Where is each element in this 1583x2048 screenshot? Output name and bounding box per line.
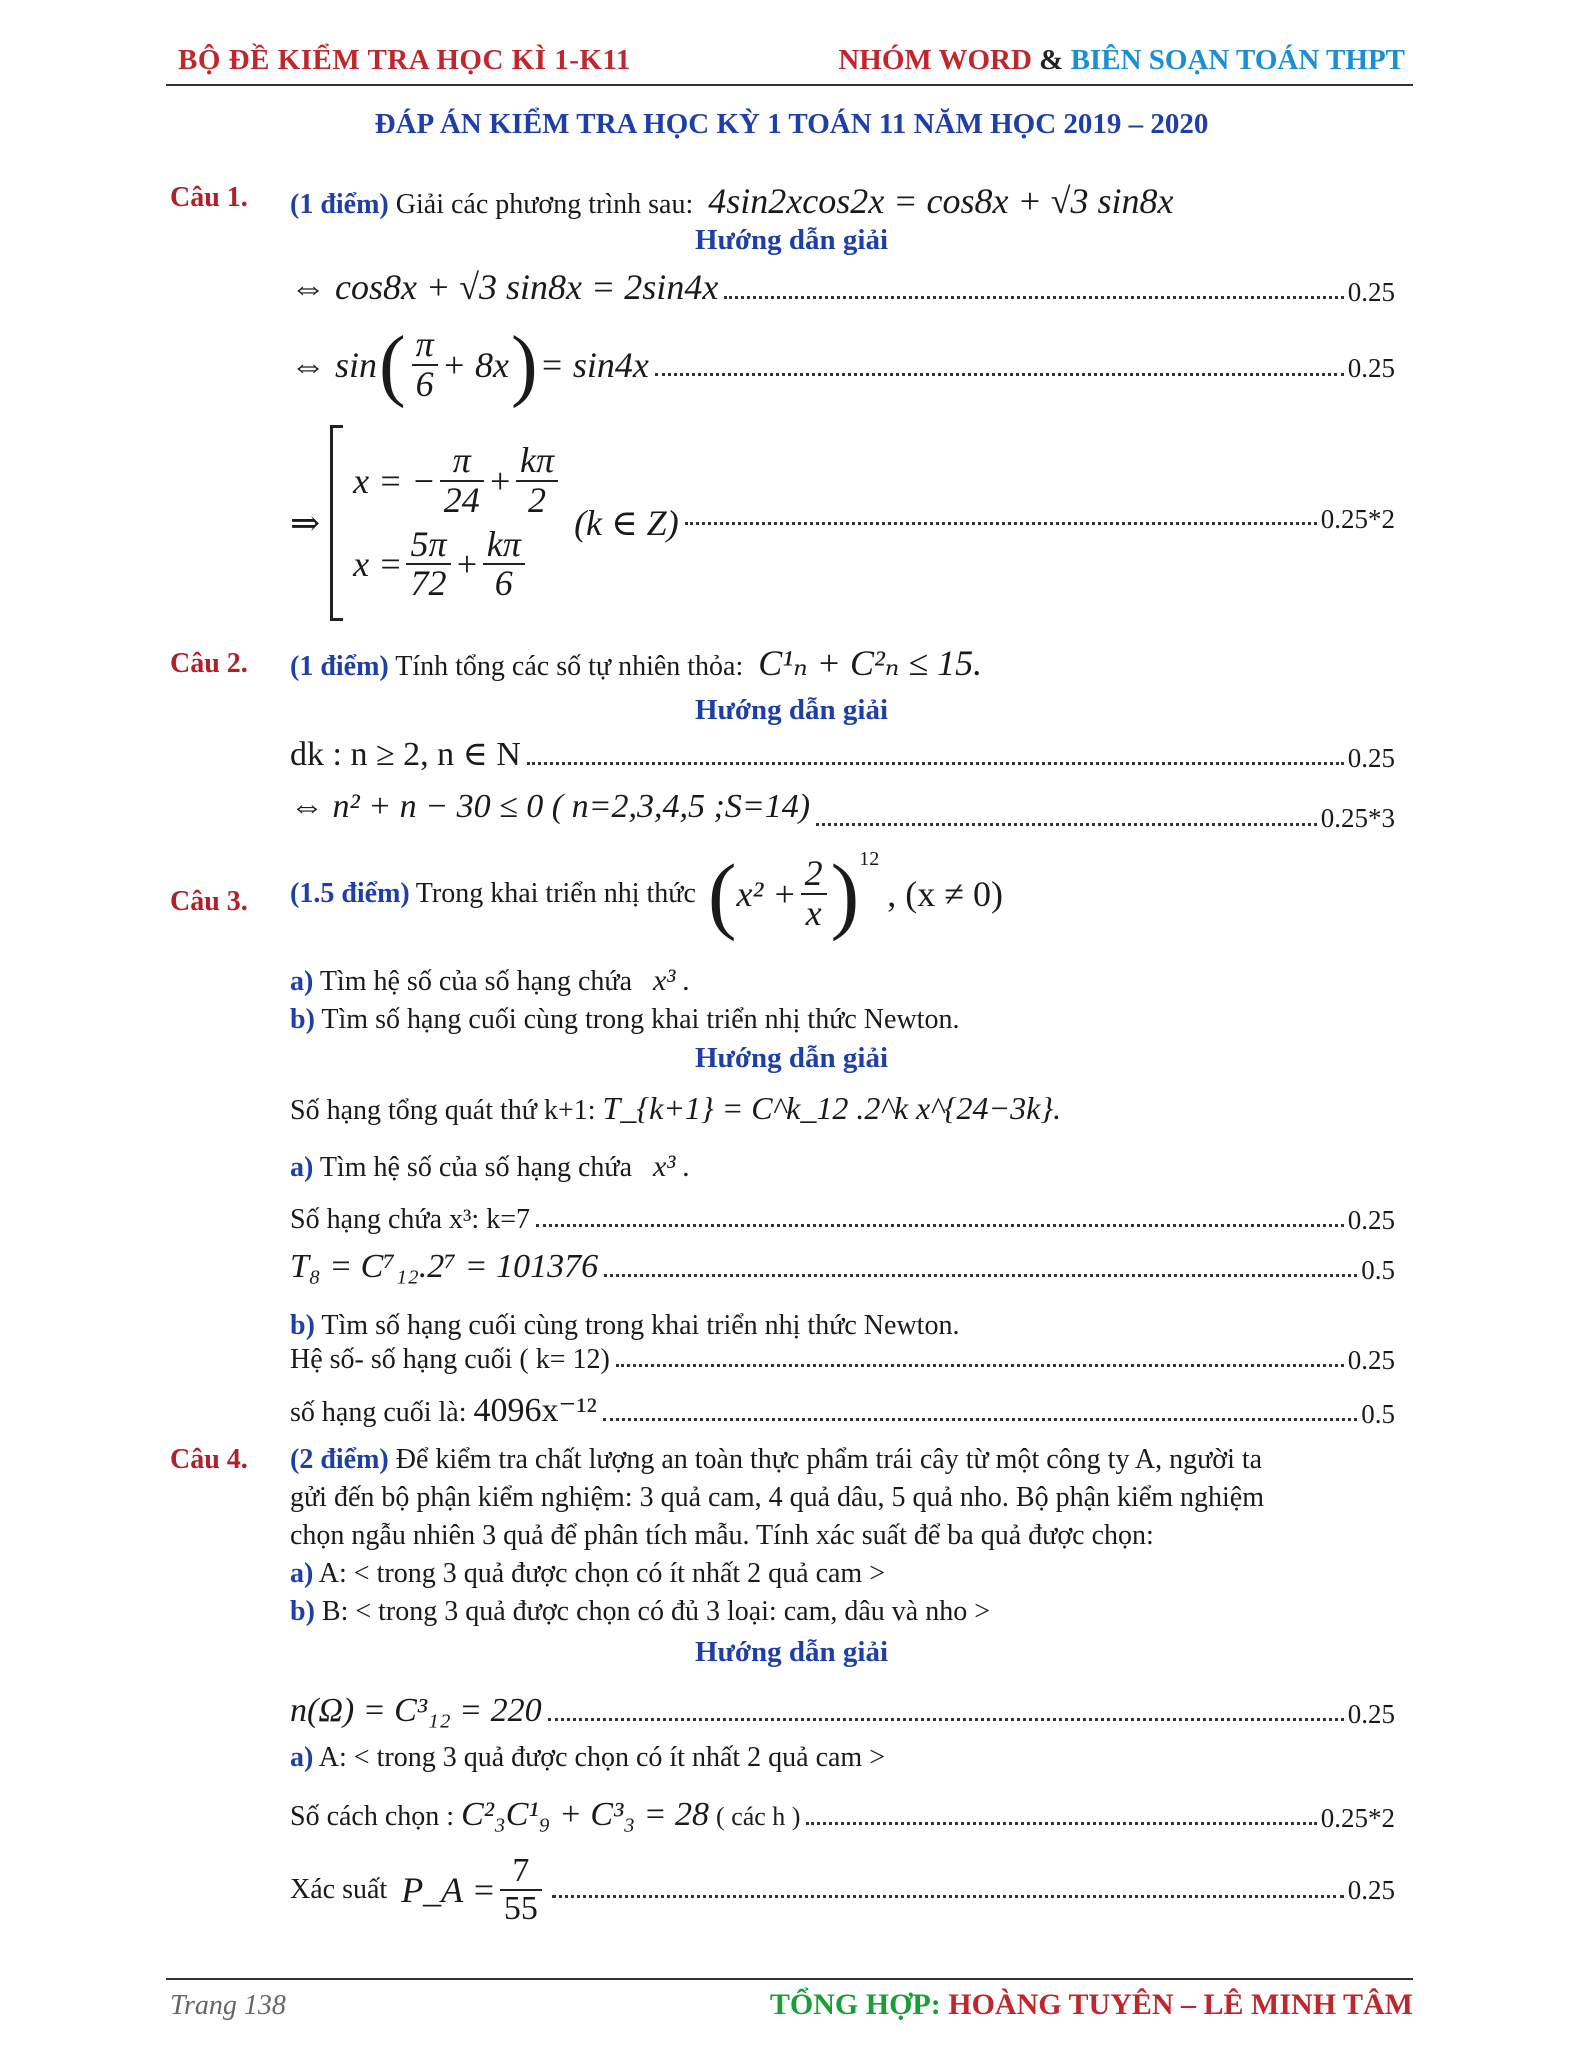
question-2-label: Câu 2. <box>170 648 248 679</box>
question-1-step-3 <box>290 420 1395 625</box>
part-text: B: < trong 3 quả được chọn có đủ 3 loại: cam, dâu và nho > <box>321 1596 990 1627</box>
left-paren: ( <box>707 846 737 942</box>
step-expression: Số hạng chứa x³: k=7 <box>290 1204 530 1235</box>
question-3-part-a-repeat <box>290 1150 690 1184</box>
step-expression <box>290 420 679 625</box>
footer-authors: HOÀNG TUYÊN – LÊ MINH TÂM <box>948 1988 1413 2021</box>
part-label: a) <box>290 1558 314 1589</box>
right-paren: ) <box>510 320 538 409</box>
question-4-part-a-repeat <box>290 1742 885 1774</box>
step-expression: ⇔ n² + n − 30 ≤ 0 ( n=2,3,4,5 ;S=14) <box>290 788 811 825</box>
part-label: a) <box>290 1742 314 1773</box>
leader-dots <box>816 823 1317 826</box>
step-expression: ⇔ cos8x + √3 sin8x = 2sin4x <box>290 267 719 307</box>
header-group-subtitle: BIÊN SOẠN TOÁN THPT <box>1070 44 1405 76</box>
plus: + <box>454 544 479 585</box>
step-score: 0.25 <box>1347 1875 1395 1905</box>
choice-count-unit: ( các h ) <box>716 1802 801 1831</box>
question-2-statement <box>290 642 982 684</box>
part-text: A: < trong 3 quả được chọn có ít nhất 2 quả cam > <box>318 1742 886 1773</box>
fraction-numerator: π <box>412 326 438 366</box>
leader-dots <box>616 1364 1344 1367</box>
question-4-part-b <box>290 1596 990 1628</box>
step-expression <box>290 1390 597 1430</box>
step-score: 0.25 <box>1347 1699 1395 1729</box>
step-score: 0.25 <box>1347 277 1395 307</box>
part-label: b) <box>290 1310 315 1341</box>
question-3-step-3 <box>290 1336 1395 1376</box>
general-term-text: Số hạng tổng quát thứ k+1: <box>290 1095 596 1126</box>
solution-1 <box>353 439 562 520</box>
fraction <box>801 855 827 933</box>
part-text: Tìm hệ số của số hạng chứa <box>319 966 633 997</box>
fraction <box>406 523 450 604</box>
question-1-statement <box>290 180 1174 222</box>
question-2-points: (1 điểm) <box>290 651 389 682</box>
exponent: 12 <box>859 848 880 870</box>
fraction-denominator: 2 <box>528 479 547 520</box>
part-label: b) <box>290 1004 315 1035</box>
last-term-text: số hạng cuối là: <box>290 1397 467 1428</box>
probability-text: Xác suất <box>290 1874 388 1905</box>
step-expression: Hệ số- số hạng cuối ( k= 12) <box>290 1344 610 1375</box>
part-label: b) <box>290 1596 315 1627</box>
page-header <box>166 40 1413 86</box>
question-4-step-3 <box>290 1840 1395 1940</box>
solution-set <box>353 439 562 604</box>
leader-dots <box>536 1224 1344 1227</box>
question-4-text: Để kiểm tra chất lượng an toàn thực phẩm trái cây từ một công ty A, người ta <box>395 1444 1263 1475</box>
part-text: Tìm số hạng cuối cùng trong khai triển nhị thức Newton. <box>321 1310 960 1341</box>
question-4-step-1 <box>290 1682 1395 1730</box>
binomial-expression <box>708 844 1003 944</box>
part-text: Tìm hệ số của số hạng chứa <box>319 1152 633 1183</box>
question-3-general-term <box>290 1090 1061 1127</box>
leader-dots <box>527 762 1344 765</box>
question-2-inequality: C¹ₙ + C²ₙ ≤ 15. <box>758 643 983 683</box>
fraction-numerator: 2 <box>801 855 827 895</box>
leader-dots <box>548 1718 1344 1721</box>
header-group-name: NHÓM WORD <box>838 44 1032 76</box>
question-1-guide-heading: Hướng dẫn giải <box>694 224 889 256</box>
solution-lhs: x = <box>353 544 403 585</box>
header-right-title <box>838 44 1405 77</box>
question-3-part-b <box>290 1004 959 1036</box>
right-paren: ) <box>830 846 860 942</box>
left-paren: ( <box>379 320 406 409</box>
fraction <box>483 523 525 604</box>
question-3-part-a <box>290 964 690 998</box>
question-2-text: Tính tổng các số tự nhiên thỏa: <box>395 651 744 682</box>
question-4-step-2 <box>290 1786 1395 1834</box>
question-4-points: (2 điểm) <box>290 1444 389 1475</box>
part-text: A: < trong 3 quả được chọn có ít nhất 2 quả cam > <box>318 1558 886 1589</box>
step-score: 0.25 <box>1347 1205 1395 1235</box>
question-1-step-2 <box>290 320 1395 410</box>
step-expression <box>290 1840 546 1940</box>
step-score: 0.25*2 <box>1320 1803 1395 1833</box>
choice-count-formula: C²₃C¹₉ + C³₃ = 28 <box>461 1796 710 1833</box>
question-4-line-2: gửi đến bộ phận kiểm nghiệm: 3 quả cam, 4 quả dâu, 5 quả nho. Bộ phận kiểm nghiệm <box>290 1482 1264 1513</box>
question-4-part-a <box>290 1558 885 1590</box>
page-footer <box>166 1978 1413 2020</box>
last-term-value: 4096x⁻¹² <box>473 1392 597 1429</box>
question-3-step-1 <box>290 1196 1395 1236</box>
footer-credits <box>770 1988 1413 2022</box>
plus: + <box>487 460 513 501</box>
question-1-step-1 <box>290 268 1395 308</box>
question-4-label: Câu 4. <box>170 1444 248 1475</box>
question-3-text: Trong khai triển nhị thức <box>415 878 696 909</box>
question-3-statement <box>290 844 1003 944</box>
question-4-line-1 <box>290 1444 1262 1476</box>
bracket <box>330 425 343 621</box>
step-expression: dk : n ≥ 2, n ∈ N <box>290 736 521 773</box>
fraction <box>516 439 558 520</box>
header-ampersand: & <box>1039 44 1064 76</box>
question-2-step-1 <box>290 734 1395 774</box>
step-score: 0.25 <box>1347 743 1395 773</box>
question-2-guide-heading: Hướng dẫn giải <box>694 694 889 726</box>
question-4-guide-heading: Hướng dẫn giải <box>694 1636 889 1668</box>
step-score: 0.25*2 <box>1320 504 1395 534</box>
leader-dots <box>655 373 1344 376</box>
step-expression: T₈ = C⁷₁₂.2⁷ = 101376 <box>290 1248 599 1285</box>
question-1-points: (1 điểm) <box>290 189 389 220</box>
part-label: a) <box>290 1152 314 1183</box>
fraction-denominator: 6 <box>415 364 434 404</box>
question-1-label: Câu 1. <box>170 182 248 213</box>
page-number: Trang 138 <box>170 1990 286 2021</box>
fraction-numerator: kπ <box>483 526 525 566</box>
part-label: a) <box>290 966 314 997</box>
leader-dots <box>685 522 1317 525</box>
sin-prefix: ⇔ sin <box>290 345 378 385</box>
fraction-numerator: 7 <box>500 1853 542 1891</box>
footer-compiled-label: TỔNG HỢP: <box>769 1988 941 2021</box>
solution-2 <box>353 523 562 604</box>
fraction-numerator: kπ <box>516 442 558 482</box>
question-4-line-3: chọn ngẫu nhiên 3 quả để phân tích mẫu. Tính xác suất để ba quả được chọn: <box>290 1520 1154 1551</box>
question-3-points: (1.5 điểm) <box>290 878 410 909</box>
fraction-numerator: 5π <box>406 526 450 566</box>
fraction-numerator: π <box>440 442 484 482</box>
step-expression <box>290 1796 800 1834</box>
step-score: 0.25 <box>1347 353 1395 383</box>
binomial-condition: , (x ≠ 0) <box>887 874 1003 914</box>
part-text: Tìm số hạng cuối cùng trong khai triển nhị thức Newton. <box>321 1004 960 1035</box>
question-3-label: Câu 3. <box>170 886 248 917</box>
integer-condition: (k ∈ Z) <box>574 502 679 543</box>
step-score: 0.25 <box>1347 1345 1395 1375</box>
question-2-step-2 <box>290 786 1395 833</box>
fraction-denominator: x <box>805 893 822 933</box>
fraction <box>440 439 484 520</box>
probability-fraction <box>500 1853 542 1926</box>
step-expression: n(Ω) = C³₁₂ = 220 <box>290 1692 542 1729</box>
question-3-guide-heading: Hướng dẫn giải <box>694 1042 889 1074</box>
probability-lhs: P_A = <box>401 1870 496 1910</box>
header-left-title: BỘ ĐỀ KIỂM TRA HỌC KÌ 1-K11 <box>178 44 631 76</box>
question-1-text: Giải các phương trình sau: <box>395 189 694 220</box>
step-score: 0.5 <box>1361 1255 1395 1285</box>
question-3-step-2 <box>290 1246 1395 1286</box>
question-3-step-4 <box>290 1384 1395 1430</box>
document-title: ĐÁP ÁN KIỂM TRA HỌC KỲ 1 TOÁN 11 NĂM HỌC 2019 – 2020 <box>374 108 1209 140</box>
x-cubed: x³ . <box>653 1150 691 1183</box>
implies-arrow: ⇒ <box>290 502 321 543</box>
fraction-denominator: 6 <box>494 563 513 604</box>
question-1-equation: 4sin2xcos2x = cos8x + √3 sin8x <box>708 181 1174 221</box>
leader-dots <box>552 1895 1344 1898</box>
leader-dots <box>806 1822 1316 1825</box>
binomial-x-term: x² + <box>736 874 797 914</box>
step-expression <box>290 320 649 410</box>
x-cubed: x³ . <box>653 964 691 997</box>
pi-over-six <box>412 326 438 404</box>
rhs: = sin4x <box>539 345 649 385</box>
choice-count-text: Số cách chọn : <box>290 1801 455 1832</box>
general-term-formula: T_{k+1} = C^k_12 .2^k x^{24−3k}. <box>602 1090 1062 1126</box>
plus-8x: + 8x <box>441 345 509 385</box>
fraction-denominator: 55 <box>503 1890 538 1927</box>
leader-dots <box>603 1418 1357 1421</box>
step-score: 0.25*3 <box>1320 803 1395 833</box>
leader-dots <box>604 1274 1357 1277</box>
step-score: 0.5 <box>1361 1399 1395 1429</box>
fraction-denominator: 72 <box>410 563 447 604</box>
solution-lhs: x = − <box>353 460 436 501</box>
fraction-denominator: 24 <box>443 479 480 520</box>
leader-dots <box>724 296 1343 299</box>
